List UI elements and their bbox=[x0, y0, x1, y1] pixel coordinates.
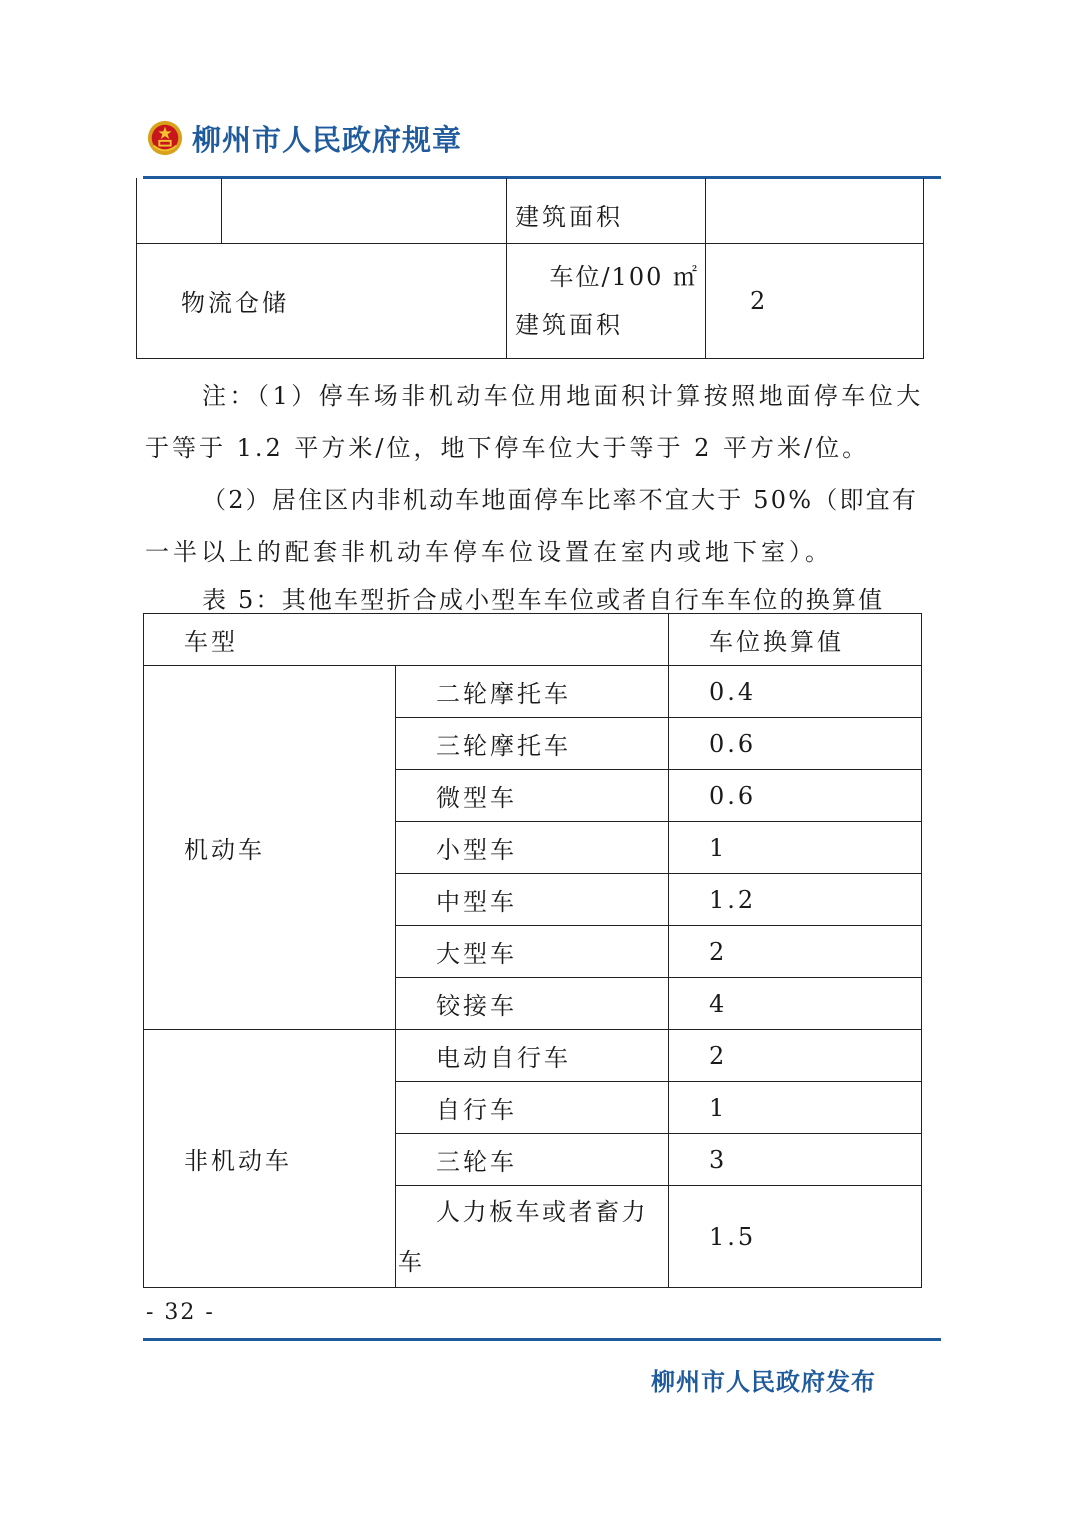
table-5-caption: 表 5：其他车型折合成小型车车位或者自行车车位的换算值 bbox=[202, 586, 885, 614]
group-cell-motor: 机动车 bbox=[144, 666, 396, 1030]
type-cell: 三轮车 bbox=[396, 1134, 669, 1186]
type-cell: 大型车 bbox=[396, 926, 669, 978]
parking-standard-table-continued bbox=[136, 178, 924, 359]
type-cell: 铰接车 bbox=[396, 978, 669, 1030]
table-row bbox=[137, 178, 924, 243]
value-cell: 4 bbox=[669, 978, 922, 1030]
table-cell bbox=[137, 178, 222, 243]
type-cell: 人力板车或者畜力 车 bbox=[396, 1186, 669, 1288]
value-cell: 1 bbox=[669, 822, 922, 874]
table-row bbox=[144, 666, 922, 718]
type-cell: 三轮摩托车 bbox=[396, 718, 669, 770]
table-cell bbox=[222, 178, 507, 243]
page-header bbox=[146, 116, 462, 160]
footer-title: 柳州市人民政府发布 bbox=[651, 1368, 876, 1396]
type-cell: 自行车 bbox=[396, 1082, 669, 1134]
header-title: 柳州市人民政府规章 bbox=[192, 122, 463, 157]
value-cell: 0.6 bbox=[669, 718, 922, 770]
note-1-line-2: 于等于 1.2 平方米/位，地下停车位大于等于 2 平方米/位。 bbox=[145, 434, 870, 462]
value-cell: 1 bbox=[669, 1082, 922, 1134]
type-cell: 电动自行车 bbox=[396, 1030, 669, 1082]
page-number: - 32 - bbox=[146, 1300, 215, 1325]
note-1-line-1: 注：（1）停车场非机动车位用地面积计算按照地面停车位大 bbox=[202, 382, 924, 410]
header-cell-type: 车型 bbox=[144, 614, 669, 666]
category-cell: 物流仓储 bbox=[137, 243, 507, 358]
value-cell: 0.4 bbox=[669, 666, 922, 718]
group-cell-nonmotor: 非机动车 bbox=[144, 1030, 396, 1288]
type-cell: 中型车 bbox=[396, 874, 669, 926]
value-cell: 3 bbox=[669, 1134, 922, 1186]
note-2-line-1: （2）居住区内非机动车地面停车比率不宜大于 50%（即宜有 bbox=[202, 486, 919, 514]
value-cell: 2 bbox=[669, 1030, 922, 1082]
value-cell: 2 bbox=[669, 926, 922, 978]
unit-cell: 车位/100 ㎡ 建筑面积 bbox=[507, 243, 706, 358]
national-emblem-icon bbox=[146, 119, 184, 157]
value-cell bbox=[706, 178, 924, 243]
unit-cell: 建筑面积 bbox=[507, 178, 706, 243]
type-cell: 微型车 bbox=[396, 770, 669, 822]
header-cell-value: 车位换算值 bbox=[669, 614, 922, 666]
value-cell: 0.6 bbox=[669, 770, 922, 822]
value-cell: 1.5 bbox=[669, 1186, 922, 1288]
type-cell: 二轮摩托车 bbox=[396, 666, 669, 718]
table-row bbox=[137, 243, 924, 358]
table-row bbox=[144, 1030, 922, 1082]
vehicle-conversion-table bbox=[143, 613, 922, 1288]
footer-rule bbox=[143, 1338, 941, 1341]
note-2-line-2: 一半以上的配套非机动车停车位设置在室内或地下室）。 bbox=[145, 538, 833, 566]
type-cell: 小型车 bbox=[396, 822, 669, 874]
value-cell: 2 bbox=[706, 243, 924, 358]
value-cell: 1.2 bbox=[669, 874, 922, 926]
table-header-row bbox=[144, 614, 922, 666]
